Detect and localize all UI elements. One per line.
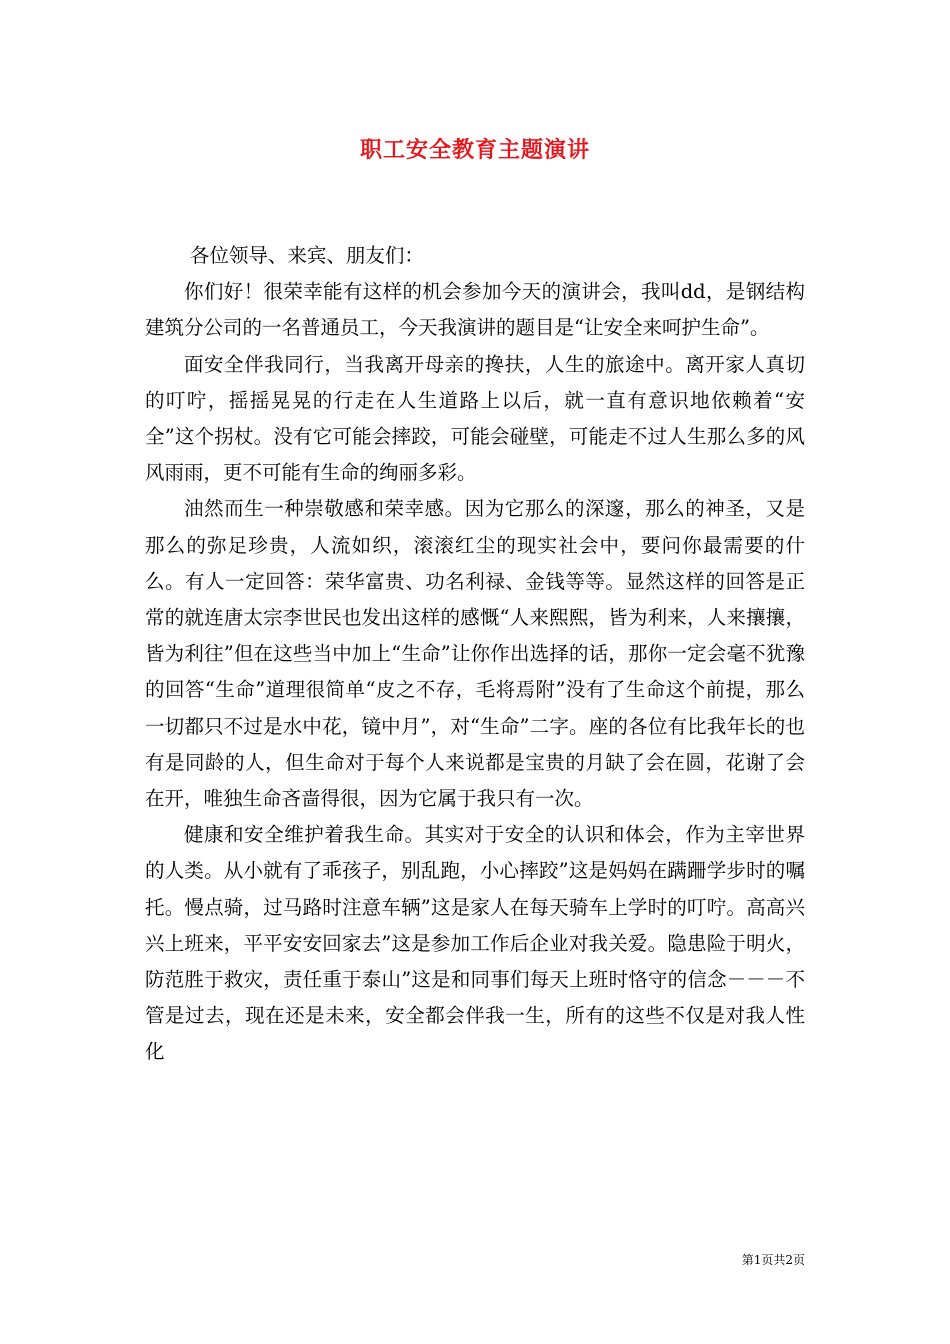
paragraph: 面安全伴我同行，当我离开母亲的搀扶，人生的旅途中。离开家人真切的叮咛，摇摇晃晃的行走在人生道路上以后，就一直有意识地依赖着“安全”这个拐杖。没有它可能会摔跤，可能会碰壁，可能走不过人生那么多的风风雨雨，更不可能有生命的绚丽多彩。 [145, 352, 805, 485]
document-body [145, 238, 805, 1071]
page-number: 第1页共2页 [741, 1253, 805, 1267]
paragraph: 健康和安全维护着我生命。其实对于安全的认识和体会，作为主宰世界的人类。从小就有了乖孩子，别乱跑，小心摔跤”这是妈妈在蹒跚学步时的嘱托。慢点骑，过马路时注意车辆”这是家人在每天骑车上学时的叮咛。高高兴兴上班来，平平安安回家去”这是参加工作后企业对我关爱。隐患险于明火，防范胜于救灾，责任重于泰山”这是和同事们每天上班时恪守的信念－－－不管是过去，现在还是未来，安全都会伴我一生，所有的这些不仅是对我人性化 [145, 823, 805, 1064]
greeting-line: 各位领导、来宾、朋友们： [189, 244, 424, 267]
document-title: 职工安全教育主题演讲 [359, 137, 590, 163]
paragraph: 你们好！很荣幸能有这样的机会参加今天的演讲会，我叫dd，是钢结构建筑分公司的一名普通员工，今天我演讲的题目是“让安全来呵护生命”。 [145, 280, 805, 340]
paragraph: 油然而生一种崇敬感和荣幸感。因为它那么的深邃，那么的神圣，又是那么的弥足珍贵，人流如织，滚滚红尘的现实社会中，要问你最需要的什么。有人一定回答：荣华富贵、功名利禄、金钱等等。显然这样的回答是正常的就连唐太宗李世民也发出这样的感慨“人来熙熙，皆为利来，人来攘攘，皆为利往”但在这些当中加上“生命”让你作出选择的话，那你一定会毫不犹豫的回答“生命”道理很简单“皮之不存，毛将焉附”没有了生命这个前提，那么一切都只不过是水中花，镜中月”，对“生命”二字。座的各位有比我年长的也有是同龄的人，但生命对于每个人来说都是宝贵的月缺了会在圆，花谢了会在开，唯独生命吝啬得很，因为它属于我只有一次。 [145, 497, 805, 811]
